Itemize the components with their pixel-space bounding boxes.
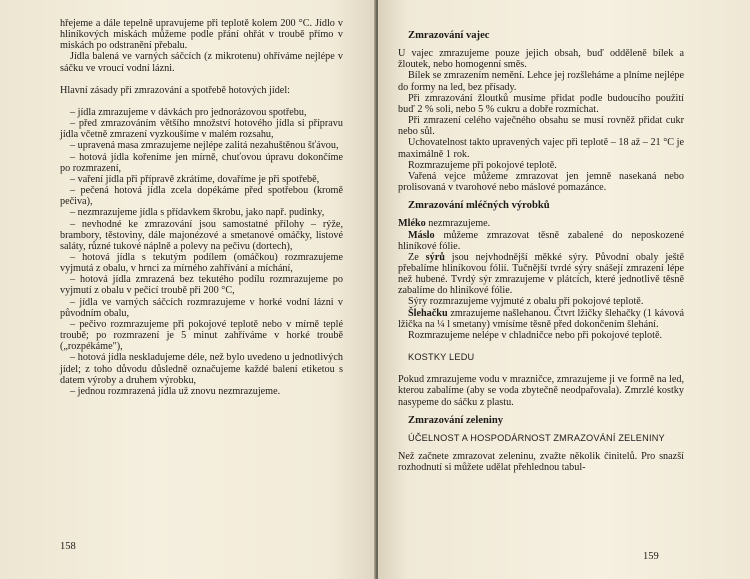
list-item: – nevhodné ke zmrazování jsou samostatné přílohy – rýže, brambory, těstoviny, dále majonézové a smetanové omáčky, listové saláty, různé tukové náplně a polevy na pečivu (dortech),: [60, 218, 343, 252]
paragraph: [398, 218, 684, 229]
spacer: [398, 341, 684, 352]
paragraph: Při zmrazování žloutků musíme přidat podle budoucího použití buď 2 % soli, nebo 5 % cukru a dobře rozmíchat.: [398, 92, 684, 115]
list-item: – hotová jídla neskladujeme déle, než bylo uvedeno u jednotlivých jídel; z toho důvodu důsledně označujeme každé balení etiketou s datem výroby a druhem výrobku,: [60, 352, 343, 386]
page-number-left: 158: [60, 541, 76, 552]
paragraph-prefix: Ze: [408, 251, 426, 263]
paragraph: Hlavní zásady při zmrazování a spotřebě hotových jídel:: [60, 84, 290, 96]
list-item: – nezmrazujeme jídla s přídavkem škrobu, jako např. pudinky,: [70, 207, 325, 219]
paragraph-lead-term: Šlehačku: [408, 307, 448, 319]
spacer: [60, 74, 343, 85]
section-heading: Zmrazování mléčných výrobků: [408, 200, 550, 212]
paragraph-lead-term: Mléko: [398, 218, 426, 230]
list-item: – jídla zmrazujeme v dávkách pro jednorázovou spotřebu,: [70, 106, 307, 118]
list-item: – pečivo rozmrazujeme při pokojové teplotě nebo v mírně teplé troubě; po rozmrazení je 5 minut zahříváme v horké troubě („rozpékáme"),: [60, 318, 343, 353]
paragraph: hřejeme a dále tepelně upravujeme při teplotě kolem 200 °C. Jídlo v hliníkových miskách můžeme podle přání ohřát v troubě přímo v miskách po odstranění přebalu.: [60, 18, 343, 52]
paragraph: [398, 230, 684, 252]
spacer: [398, 211, 684, 218]
paragraph: U vajec zmrazujeme pouze jejich obsah, buď odděleně bílek a žloutek, nebo homogenní směs.: [398, 48, 684, 71]
subsection-heading: ÚČELNOST A HOSPODÁRNOST ZMRAZOVÁNÍ ZELENINY: [408, 432, 665, 443]
list-item: – hotová jídla kořeníme jen mírně, chuťovou úpravu dokončíme po rozmrazení,: [60, 151, 343, 174]
list-item: – upravená masa zmrazujeme nejlépe zalitá nezahuštěnou šťávou,: [70, 140, 339, 152]
list-item: – jednou rozmrazená jídla už znovu nezmrazujeme.: [70, 385, 281, 397]
paragraph: Uchovatelnost takto upravených vajec při teplotě – 18 až – 21 °C je maximálně 1 rok.: [398, 137, 684, 160]
subsection-heading: KOSTKY LEDU: [408, 352, 475, 363]
paragraph-body: můžeme zmrazovat těsně zabalené do neposkozené hliníkové fólie.: [398, 229, 684, 252]
list-item: – hotová jídla zmrazená bez tekutého podílu rozmrazujeme po vyjmutí z obalu v pečicí troubě při 200 °C,: [60, 274, 343, 297]
spacer: [398, 41, 684, 48]
right-page: [378, 0, 750, 579]
list-item: – před zmrazováním většího množství hotového jídla si přípravu jídla včetně zmrazení vyzkoušíme v malém rozsahu,: [60, 118, 343, 141]
spacer: [60, 96, 343, 107]
list-item: – pečená hotová jídla zcela dopékáme před spotřebou (kromě pečiva),: [60, 185, 343, 208]
list-item: – hotová jídla s tekutým podílem (omáčkou) rozmrazujeme vyjmutá z obalu, v hrnci za mírného zahřívání a míchání,: [60, 251, 343, 275]
section-heading: Zmrazování vajec: [408, 30, 490, 41]
left-page-text: [60, 18, 343, 397]
paragraph: Pokud zmrazujeme vodu v mrazničce, zmrazujeme ji ve formě na led, kterou zabalíme (aby se voda zbytečně neodpařovala). Zmrzlé kostky nasypeme do sáčku z plastu.: [398, 374, 684, 408]
page-number-right: 159: [643, 551, 659, 562]
list-item: – vaření jídla při přípravě zkrátíme, dovaříme je při spotřebě,: [70, 173, 320, 185]
paragraph: [398, 308, 684, 330]
paragraph-lead-term: Máslo: [408, 229, 435, 241]
paragraph: Při zmrazení celého vaječného obsahu se musí rovněž přidat cukr nebo sůl.: [398, 115, 684, 138]
paragraph-body: jsou nejvhodnější měkké sýry. Původní obaly ještě přebalíme hliníkovou fólií. Tučnější tvrdé sýry snášejí zmrazení lépe než hubené. Tvrdý sýr zmrazujeme v plátcích, které jednotlivě těsně zabalíme do hliníkové fólie.: [398, 251, 684, 297]
spacer: [398, 408, 684, 415]
section-heading: Zmrazování zeleniny: [408, 414, 504, 426]
paragraph: [398, 252, 684, 297]
paragraph: Než začnete zmrazovat zeleninu, zvažte několik činitelů. Pro snazší rozhodnutí si můžete udělat přehlednou tabul-: [398, 451, 684, 474]
spacer: [398, 363, 684, 374]
spacer: [398, 193, 684, 200]
paragraph: Rozmrazujeme nelépe v chladničce nebo při pokojové teplotě.: [408, 329, 663, 341]
paragraph-lead-term: sýrů: [425, 251, 445, 263]
spacer: [398, 444, 684, 451]
paragraph: Sýry rozmrazujeme vyjmuté z obalu při pokojové teplotě.: [408, 296, 644, 308]
list-item: – jídla ve varných sáčcích rozmrazujeme v horké vodní lázni v původním obalu,: [60, 296, 343, 319]
paragraph-body: zmrazujeme našlehanou. Čtvrt lžičky šlehačky (1 kávová lžička na ¼ l smetany) vmísíme těsně před dokončením šlehání.: [398, 307, 684, 330]
right-page-text: [398, 30, 684, 473]
paragraph: Rozmrazujeme při pokojové teplotě.: [408, 159, 557, 171]
paragraph: Jídla balená ve varných sáčcích (z mikrotenu) ohříváme nejlépe v sáčku ve vroucí vodní lázni.: [60, 51, 343, 74]
spacer: [398, 426, 684, 433]
paragraph: Bílek se zmrazením nemění. Lehce jej rozšleháme a plníme nejlépe do formy na led, bez přísady.: [398, 70, 684, 93]
paragraph: Vařená vejce můžeme zmrazovat jen jemně nasekaná nebo prolisovaná v tvarohové nebo máslové pomazánce.: [398, 170, 684, 194]
paragraph-body: nezmrazujeme.: [425, 218, 491, 230]
